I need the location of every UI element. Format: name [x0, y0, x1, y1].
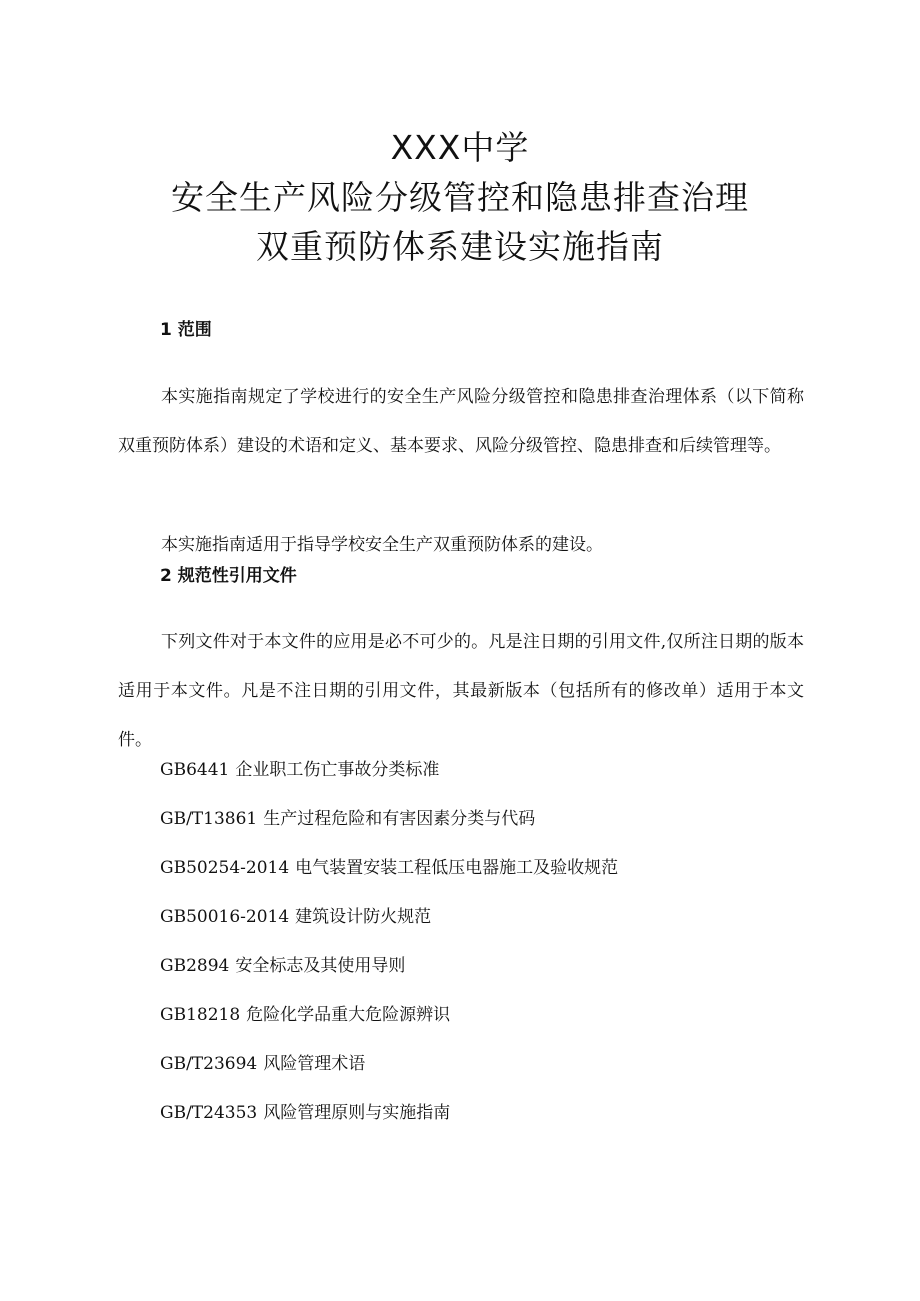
title-school-name: XXX中学 — [390, 128, 530, 167]
reference-item — [160, 942, 618, 991]
reference-title: 风险管理原则与实施指南 — [263, 1103, 451, 1123]
reference-title: 风险管理术语 — [263, 1054, 366, 1074]
reference-code: GB18218 — [160, 1005, 241, 1025]
reference-title: 建筑设计防火规范 — [295, 907, 432, 927]
reference-title: 企业职工伤亡事故分类标准 — [235, 760, 440, 780]
reference-item — [160, 1040, 618, 1089]
reference-item — [160, 844, 618, 893]
reference-title: 危险化学品重大危险源辨识 — [246, 1005, 451, 1025]
reference-title: 生产过程危险和有害因素分类与代码 — [263, 809, 536, 829]
reference-code: GB/T23694 — [160, 1054, 258, 1074]
references-intro-paragraph: 下列文件对于本文件的应用是必不可少的。凡是注日期的引用文件,仅所注日期的版本适用于本文件。凡是不注日期的引用文件，其最新版本（包括所有的修改单）适用于本文件。 — [118, 632, 804, 750]
reference-code: GB/T13861 — [160, 809, 258, 829]
reference-code: GB6441 — [160, 760, 230, 780]
reference-code: GB/T24353 — [160, 1103, 258, 1123]
reference-item — [160, 893, 618, 942]
reference-item — [160, 991, 618, 1040]
reference-item — [160, 795, 618, 844]
reference-code: GB50254-2014 — [160, 858, 290, 878]
reference-item — [160, 1089, 618, 1138]
reference-title: 安全标志及其使用导则 — [235, 956, 406, 976]
scope-paragraph-1: 本实施指南规定了学校进行的安全生产风险分级管控和隐患排查治理体系（以下简称双重预防体系）建设的术语和定义、基本要求、风险分级管控、隐患排查和后续管理等。 — [118, 387, 804, 456]
section-heading-references: 2 规范性引用文件 — [160, 566, 297, 586]
scope-paragraph-2: 本实施指南适用于指导学校安全生产双重预防体系的建设。 — [161, 535, 603, 555]
reference-code: GB50016-2014 — [160, 907, 290, 927]
reference-list — [160, 746, 618, 1138]
reference-item — [160, 746, 618, 795]
reference-code: GB2894 — [160, 956, 230, 976]
reference-title: 电气装置安装工程低压电器施工及验收规范 — [295, 858, 619, 878]
section-heading-scope: 1 范围 — [160, 320, 212, 340]
title-sub: 双重预防体系建设实施指南 — [256, 227, 664, 266]
title-main: 安全生产风险分级管控和隐患排查治理 — [171, 178, 749, 217]
